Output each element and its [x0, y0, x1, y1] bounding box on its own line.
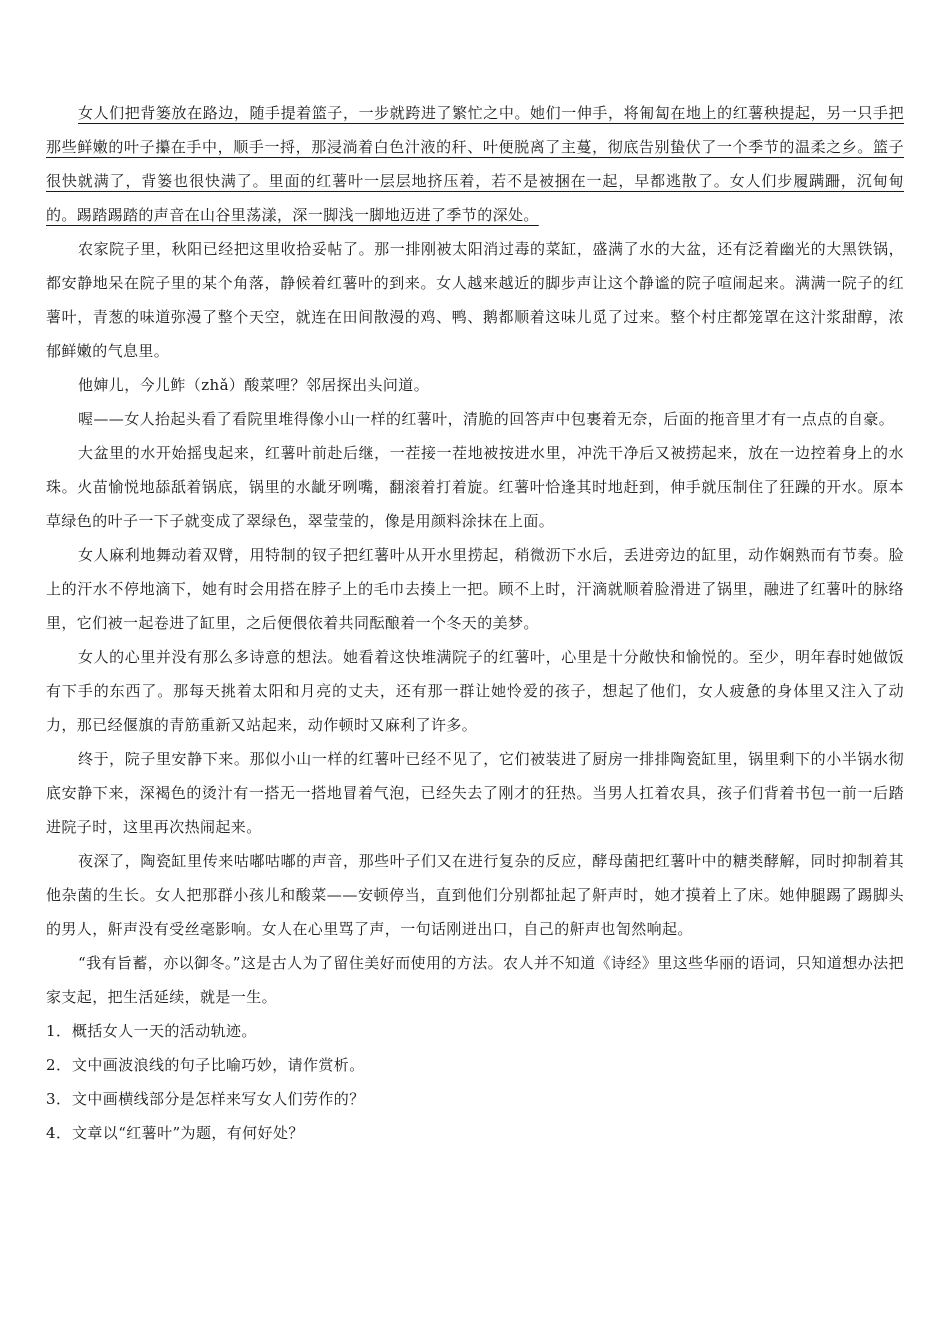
paragraph: 夜深了，陶瓷缸里传来咕嘟咕嘟的声音，那些叶子们又在进行复杂的反应，酵母菌把红薯叶中的糖类酵解，同时抑制着其他杂菌的生长。女人把那群小孩儿和酸菜——安顿停当，直到他们分别都扯起了鼾声时，她才摸着上了床。她伸腿踢了踢脚头的男人，鼾声没有受丝毫影响。女人在心里骂了声，一句话刚迸出口，自己的鼾声也訇然响起。 [46, 852, 904, 938]
paragraph: 他婶儿，今儿鲊（zhǎ）酸菜哩？邻居探出头问道。 [78, 376, 430, 394]
question-number: 1． [46, 1022, 72, 1040]
paragraph: 大盆里的水开始摇曳起来，红薯叶前赴后继，一茬接一茬地被按进水里，冲洗干净后又被捞起来，放在一边控着身上的水珠。火苗愉悦地舔舐着锅底，锅里的水龇牙咧嘴，翻滚着打着旋。红薯叶恰逢其时地赶到，伸手就压制住了狂躁的开水。原本草绿色的叶子一下子就变成了翠绿色，翠莹莹的，像是用颜料涂抹在上面。 [46, 444, 904, 530]
question-item [46, 1014, 904, 1048]
paragraph-underlined: 女人们把背篓放在路边，随手提着篮子，一步就跨进了繁忙之中。她们一伸手，将匍匐在地上的红薯秧提起，另一只手把那些鲜嫩的叶子攥在手中，顺手一捋，那浸淌着白色汁液的秆、叶便脱离了主蔓，彻底告别蛰伏了一个季节的温柔之乡。篮子很快就满了，背篓也很快满了。里面的红薯叶一层层地挤压着，若不是被捆在一起，早都逃散了。女人们步履蹒跚，沉甸甸的。踢踏踢踏的声音在山谷里荡漾，深一脚浅一脚地迈进了季节的深处。 [46, 104, 904, 224]
paragraph: 女人的心里并没有那么多诗意的想法。她看着这快堆满院子的红薯叶，心里是十分敞快和愉悦的。至少，明年春时她做饭有下手的东西了。那每天挑着太阳和月亮的丈夫，还有那一群让她怜爱的孩子，想起了他们，女人疲惫的身体里又注入了动力，那已经偃旗的青筋重新又站起来，动作顿时又麻利了许多。 [46, 648, 904, 734]
question-number: 3． [46, 1090, 72, 1108]
paragraph: 农家院子里，秋阳已经把这里收拾妥帖了。那一排刚被太阳消过毒的菜缸，盛满了水的大盆，还有泛着幽光的大黑铁锅，都安静地呆在院子里的某个角落，静候着红薯叶的到来。女人越来越近的脚步声让这个静谧的院子喧闹起来。满满一院子的红薯叶，青葱的味道弥漫了整个天空，就连在田间散漫的鸡、鸭、鹅都顺着这味儿觅了过来。整个村庄都笼罩在这汁浆甜醇，浓郁鲜嫩的气息里。 [46, 240, 904, 360]
paragraph: 终于，院子里安静下来。那似小山一样的红薯叶已经不见了，它们被装进了厨房一排排陶瓷缸里，锅里剩下的小半锅水彻底安静下来，深褐色的烫汁有一搭无一搭地冒着气泡，已经失去了刚才的狂热。当男人扛着农具，孩子们背着书包一前一后踏进院子时，这里再次热闹起来。 [46, 750, 904, 836]
document-page [46, 96, 904, 1150]
question-list [46, 1014, 904, 1150]
paragraph: 喔——女人抬起头看了看院里堆得像小山一样的红薯叶，清脆的回答声中包裹着无奈，后面的拖音里才有一点点的自豪。 [78, 410, 895, 428]
question-item [46, 1048, 904, 1082]
question-text: 文章以“红薯叶”为题，有何好处？ [72, 1124, 304, 1142]
question-number: 4． [46, 1124, 72, 1142]
paragraph: “我有旨蓄，亦以御冬。”这是古人为了留住美好而使用的方法。农人并不知道《诗经》里这些华丽的语词，只知道想办法把家支起，把生活延续，就是一生。 [46, 954, 904, 1006]
question-item [46, 1116, 904, 1150]
question-item [46, 1082, 904, 1116]
question-text: 文中画波浪线的句子比喻巧妙，请作赏析。 [72, 1056, 365, 1074]
question-text: 概括女人一天的活动轨迹。 [72, 1022, 257, 1040]
paragraph: 女人麻利地舞动着双臂，用特制的钗子把红薯叶从开水里捞起，稍微沥下水后，丢进旁边的缸里，动作娴熟而有节奏。脸上的汗水不停地滴下，她有时会用搭在脖子上的毛巾去揍上一把。顾不上时，汗滴就顺着脸滑进了锅里，融进了红薯叶的脉络里，它们被一起卷进了缸里，之后便偎依着共同酝酿着一个冬天的美梦。 [46, 546, 904, 632]
question-number: 2． [46, 1056, 72, 1074]
question-text: 文中画横线部分是怎样来写女人们劳作的？ [72, 1090, 365, 1108]
